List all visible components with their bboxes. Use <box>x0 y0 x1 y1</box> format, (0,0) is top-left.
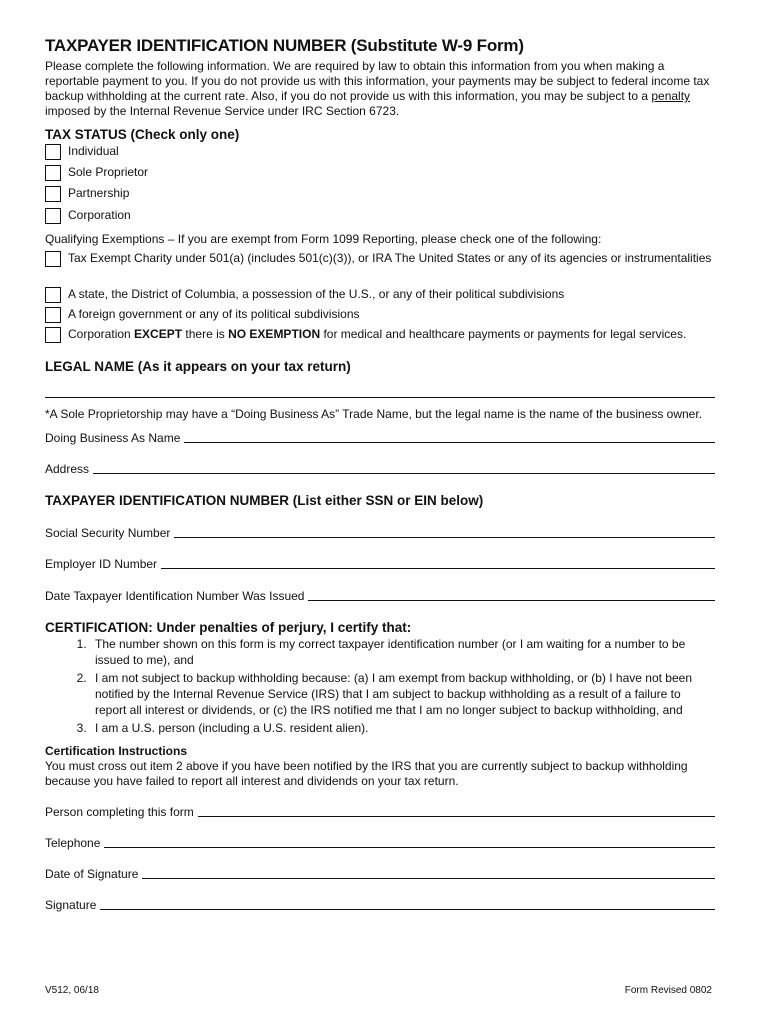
checkbox-exempt-state[interactable] <box>45 287 61 303</box>
tin-date-label: Date Taxpayer Identification Number Was Issued <box>45 589 305 603</box>
tax-status-partnership[interactable] <box>45 186 715 208</box>
address-label: Address <box>45 462 90 476</box>
exemption-state[interactable] <box>45 287 715 307</box>
checkbox-corporation[interactable] <box>45 208 61 224</box>
person-completing-field[interactable] <box>45 805 715 820</box>
certification-instructions-text: You must cross out item 2 above if you have been notified by the IRS that you are currently subject to backup withholding because you have failed to report all interest and dividends on your tax return. <box>45 759 688 788</box>
intro-paragraph <box>45 59 715 119</box>
telephone-label: Telephone <box>45 836 101 850</box>
exemption-charity-label: Tax Exempt Charity under 501(a) (includes 501(c)(3)), or IRA The United States or any of its agencies or instrumentalities <box>68 251 712 265</box>
exemption-corporation[interactable] <box>45 327 715 347</box>
exemption-charity[interactable] <box>45 251 715 287</box>
legal-name-heading: LEGAL NAME (As it appears on your tax return) <box>45 359 351 374</box>
exemption-corp-text-a: Corporation <box>68 327 135 341</box>
telephone-input-line[interactable] <box>104 847 715 848</box>
checkbox-exempt-charity[interactable] <box>45 251 61 267</box>
dba-field[interactable] <box>45 431 715 446</box>
tin-date-input-line[interactable] <box>308 600 715 601</box>
signature-date-input-line[interactable] <box>142 878 715 879</box>
exemption-state-label: A state, the District of Columbia, a possession of the U.S., or any of their political subdivisions <box>68 287 565 301</box>
tax-status-sole-proprietor-label: Sole Proprietor <box>68 165 149 179</box>
ssn-field[interactable] <box>45 526 715 541</box>
footer-version: V512, 06/18 <box>45 985 99 996</box>
checkbox-exempt-corporation[interactable] <box>45 327 61 343</box>
exemption-corp-except: EXCEPT <box>134 327 183 341</box>
checkbox-individual[interactable] <box>45 144 61 160</box>
exemption-options <box>45 251 715 347</box>
exemptions-intro: Qualifying Exemptions – If you are exempt from Form 1099 Reporting, please check one of the following: <box>45 232 602 246</box>
exemption-corporation-label <box>68 327 686 342</box>
certification-heading: CERTIFICATION: Under penalties of perjury, I certify that: <box>45 620 412 635</box>
checkbox-sole-proprietor[interactable] <box>45 165 61 181</box>
legal-name-line[interactable] <box>45 375 715 398</box>
signature-date-field[interactable] <box>45 867 715 882</box>
checkbox-exempt-foreign[interactable] <box>45 307 61 323</box>
tin-heading: TAXPAYER IDENTIFICATION NUMBER (List either SSN or EIN below) <box>45 493 484 508</box>
exemption-foreign-label: A foreign government or any of its political subdivisions <box>68 307 360 321</box>
ein-field[interactable] <box>45 557 715 572</box>
tax-status-sole-proprietor[interactable] <box>45 165 715 186</box>
person-completing-input-line[interactable] <box>198 816 715 817</box>
address-input-line[interactable] <box>93 473 715 474</box>
certification-instructions-heading: Certification Instructions <box>45 744 188 758</box>
exemption-corp-text-c: there is <box>182 327 229 341</box>
intro-penalty-link: penalty <box>651 89 691 103</box>
tax-status-corporation-label: Corporation <box>68 208 131 222</box>
dba-label: Doing Business As Name <box>45 431 181 445</box>
checkbox-partnership[interactable] <box>45 186 61 202</box>
tax-status-heading: TAX STATUS (Check only one) <box>45 127 240 142</box>
exemption-foreign-government[interactable] <box>45 307 715 327</box>
certification-item-2: 2. I am not subject to backup withholding because: (a) I am exempt from backup withholding, or (b) I have not been notified by the Internal Revenue Service (IRS) that I am subject to backup withholding as a result of a failure to report all interest or dividends, or (c) the IRS notified me that I am no longer subject to backup withholding, and <box>90 670 715 718</box>
dba-input-line[interactable] <box>184 442 715 443</box>
certification-item-1: 1. The number shown on this form is my correct taxpayer identification number (or I am waiting for a number to be issued to me), and <box>90 636 715 668</box>
tax-status-options <box>45 144 715 229</box>
form-title: TAXPAYER IDENTIFICATION NUMBER (Substitute W-9 Form) <box>45 36 524 55</box>
certification-item-3: 3. I am a U.S. person (including a U.S. resident alien). <box>90 720 715 736</box>
exemption-corp-text-e: for medical and healthcare payments or payments for legal services. <box>320 327 687 341</box>
ein-input-line[interactable] <box>161 568 715 569</box>
signature-field[interactable] <box>45 898 715 913</box>
ssn-input-line[interactable] <box>174 537 715 538</box>
tax-status-individual-label: Individual <box>68 144 119 158</box>
tax-status-individual[interactable] <box>45 144 715 165</box>
tin-date-field[interactable] <box>45 589 715 604</box>
ssn-label: Social Security Number <box>45 526 171 540</box>
ein-label: Employer ID Number <box>45 557 158 571</box>
person-completing-label: Person completing this form <box>45 805 194 819</box>
signature-label: Signature <box>45 898 97 912</box>
signature-input-line[interactable] <box>100 909 715 910</box>
certification-list <box>45 636 715 736</box>
footer-revision: Form Revised 0802 <box>624 985 712 996</box>
intro-text-1: Please complete the following information. We are required by law to obtain this information from you when making a reportable payment to you. If you do not provide us with this information, your payments may be subject to federal income tax backup withholding at the current rate. Also, if you do not provide us with this information, you may be subject to a <box>45 59 710 103</box>
sole-proprietorship-note: *A Sole Proprietorship may have a “Doing Business As” Trade Name, but the legal name is the name of the business owner. <box>45 407 703 421</box>
tax-status-corporation[interactable] <box>45 208 715 229</box>
signature-date-label: Date of Signature <box>45 867 139 881</box>
telephone-field[interactable] <box>45 836 715 851</box>
address-field[interactable] <box>45 462 715 477</box>
form-page <box>45 36 715 913</box>
tax-status-partnership-label: Partnership <box>68 186 130 200</box>
exemption-corp-no-exemption: NO EXEMPTION <box>228 327 321 341</box>
intro-text-2: imposed by the Internal Revenue Service under IRC Section 6723. <box>45 104 400 118</box>
